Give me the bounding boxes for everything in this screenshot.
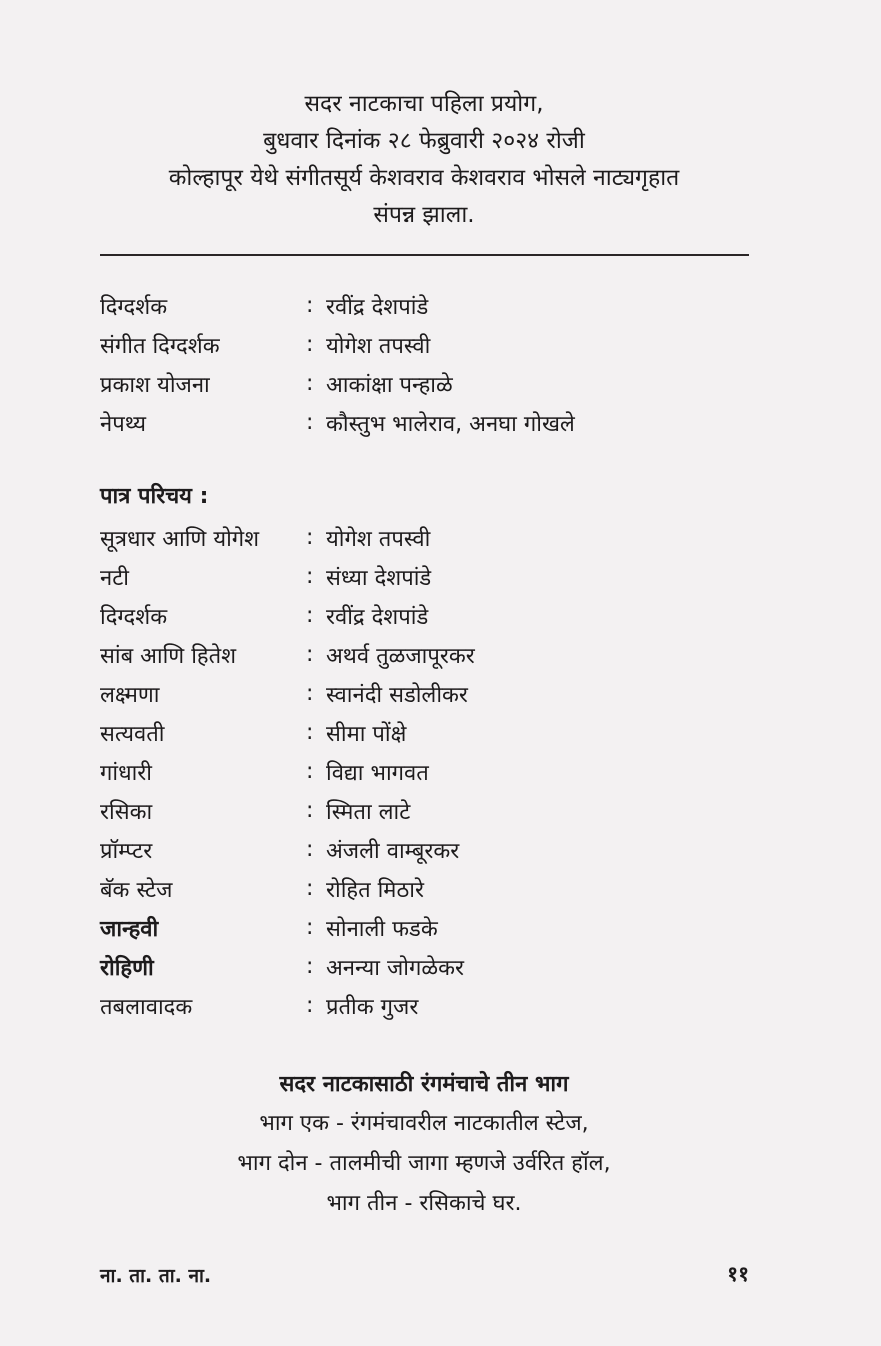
crew-role: दिग्दर्शक — [100, 294, 168, 320]
separator: : — [306, 993, 314, 1018]
cast-name: अंजली वाम्बूरकर — [326, 838, 460, 864]
separator: : — [306, 954, 314, 979]
cast-name: प्रतीक गुजर — [326, 994, 419, 1020]
crew-role: संगीत दिग्दर्शक — [100, 333, 220, 359]
stage-line: भाग दोन - तालमीची जागा म्हणजे उर्वरित हॉल, — [237, 1151, 611, 1176]
divider — [100, 254, 749, 256]
crew-name: कौस्तुभ भालेराव, अनघा गोखले — [326, 411, 575, 437]
separator: : — [306, 332, 314, 357]
separator: : — [306, 410, 314, 435]
cast-role: सूत्रधार आणि योगेश — [100, 526, 260, 552]
cast-row — [100, 635, 740, 674]
cast-row — [100, 986, 740, 1025]
cast-row — [100, 713, 740, 752]
separator: : — [306, 798, 314, 823]
cast-role: नटी — [100, 565, 129, 591]
running-title: ना. ता. ता. ना. — [100, 1265, 212, 1287]
cast-row — [100, 947, 740, 986]
crew-name: रवींद्र देशपांडे — [326, 294, 429, 320]
premiere-line: संपन्न झाला. — [373, 202, 475, 228]
stage-heading: सदर नाटकासाठी रंगमंचाचे तीन भाग — [279, 1072, 569, 1097]
separator: : — [306, 371, 314, 396]
cast-role: रसिका — [100, 799, 153, 825]
cast-row — [100, 518, 740, 557]
separator: : — [306, 837, 314, 862]
cast-row — [100, 830, 740, 869]
cast-row — [100, 869, 740, 908]
cast-name: रोहित मिठारे — [326, 877, 424, 903]
cast-name: स्वानंदी सडोलीकर — [326, 682, 468, 708]
stage-info — [100, 1066, 748, 1224]
crew-row — [100, 325, 740, 364]
stage-line: भाग एक - रंगमंचावरील नाटकातील स्टेज, — [259, 1111, 589, 1136]
cast-role: दिग्दर्शक — [100, 604, 168, 630]
cast-row — [100, 908, 740, 947]
separator: : — [306, 681, 314, 706]
cast-name: विद्या भागवत — [326, 760, 429, 786]
cast-role: तबलावादक — [100, 994, 193, 1020]
cast-name: अथर्व तुळजापूरकर — [326, 643, 475, 669]
cast-name: अनन्या जोगळेकर — [326, 955, 464, 981]
page-number: ११ — [727, 1262, 749, 1286]
cast-name: स्मिता लाटे — [326, 799, 411, 825]
cast-name: संध्या देशपांडे — [326, 565, 432, 591]
cast-role: लक्ष्मणा — [100, 682, 160, 708]
cast-heading: पात्र परिचय : — [100, 484, 209, 509]
cast-row — [100, 791, 740, 830]
cast-name: योगेश तपस्वी — [326, 526, 431, 552]
cast-name: रवींद्र देशपांडे — [326, 604, 429, 630]
crew-list — [100, 286, 740, 442]
separator: : — [306, 720, 314, 745]
crew-role: नेपथ्य — [100, 411, 146, 437]
cast-row — [100, 557, 740, 596]
separator: : — [306, 525, 314, 550]
crew-row — [100, 403, 740, 442]
separator: : — [306, 293, 314, 318]
separator: : — [306, 603, 314, 628]
cast-list — [100, 518, 740, 1025]
separator: : — [306, 642, 314, 667]
cast-row — [100, 752, 740, 791]
cast-role: प्रॉम्प्टर — [100, 838, 153, 864]
cast-role: सांब आणि हितेश — [100, 643, 237, 669]
separator: : — [306, 759, 314, 784]
crew-name: आकांक्षा पन्हाळे — [326, 372, 453, 398]
cast-row — [100, 674, 740, 713]
separator: : — [306, 564, 314, 589]
crew-role: प्रकाश योजना — [100, 372, 210, 398]
cast-role: रोहिणी — [100, 955, 154, 981]
premiere-info — [100, 86, 748, 234]
cast-role: गांधारी — [100, 760, 153, 786]
premiere-line: कोल्हापूर येथे संगीतसूर्य केशवराव केशवराव भोसले नाट्यगृहात — [168, 165, 680, 191]
crew-name: योगेश तपस्वी — [326, 333, 431, 359]
stage-line: भाग तीन - रसिकाचे घर. — [326, 1191, 522, 1216]
cast-role: सत्यवती — [100, 721, 165, 747]
cast-row — [100, 596, 740, 635]
cast-name: सीमा पोंक्षे — [326, 721, 407, 747]
cast-role: जान्हवी — [100, 916, 159, 942]
separator: : — [306, 876, 314, 901]
separator: : — [306, 915, 314, 940]
premiere-line: सदर नाटकाचा पहिला प्रयोग, — [304, 91, 544, 117]
cast-role: बॅक स्टेज — [100, 877, 173, 903]
cast-name: सोनाली फडके — [326, 916, 438, 942]
premiere-line: बुधवार दिनांक २८ फेब्रुवारी २०२४ रोजी — [263, 128, 585, 154]
crew-row — [100, 364, 740, 403]
crew-row — [100, 286, 740, 325]
